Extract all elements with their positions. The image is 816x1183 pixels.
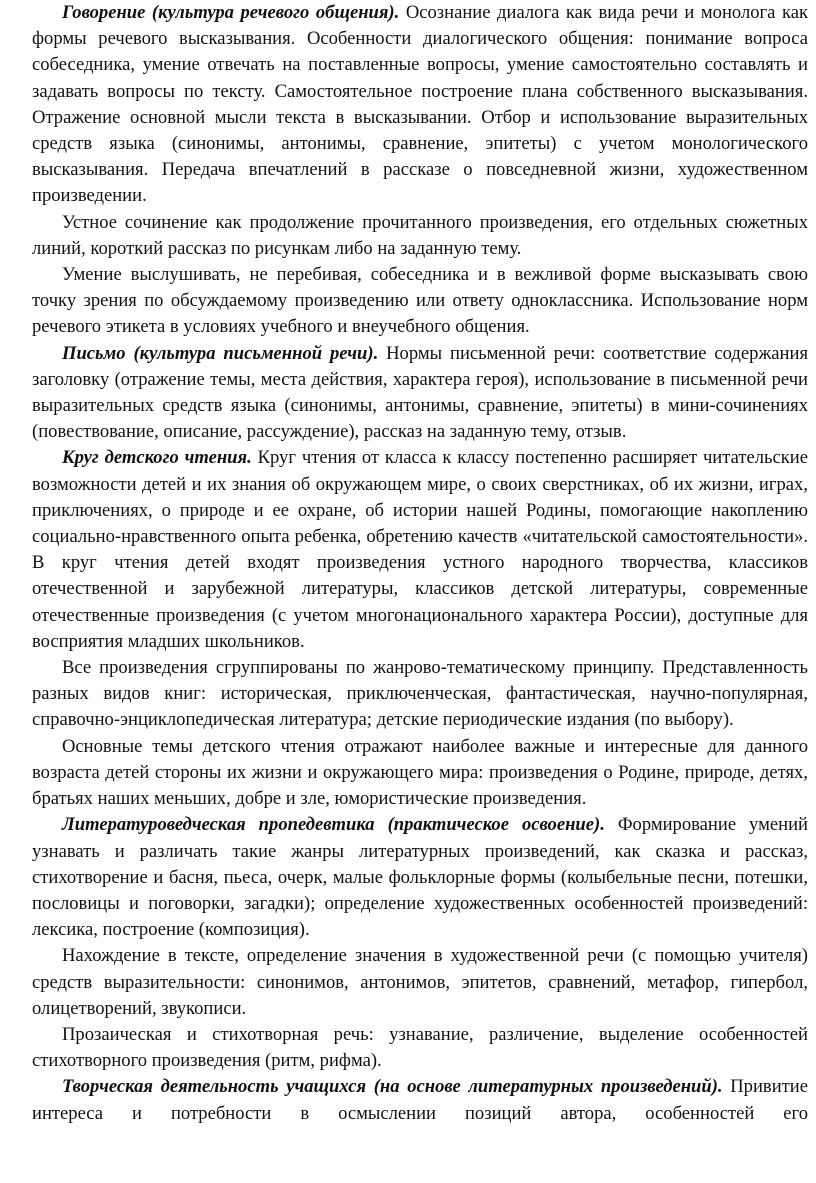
- paragraph-listening: [32, 262, 808, 341]
- paragraph-writing: [32, 341, 808, 446]
- paragraph-text: Круг чтения от класса к классу постепенно расширяет читательские возможности детей и их знания об окружающем мире, о своих сверстниках, об их жизни, играх, приключениях, о природе и ее охране, об истории нашей Родины, помогающие накоплению социально-нравственного опыта ребенка, обретению качеств «читательской самостоятельности». В круг чтения детей входят произведения устного народного творчества, классиков отечественной и зарубежной литературы, классиков детской литературы, современные отечественные произведения (с учетом многонационального характера России), доступные для восприятия младших школьников.: [32, 447, 809, 652]
- paragraph-text: Основные темы детского чтения отражают наиболее важные и интересные для данного возраста детей стороны их жизни и окружающего мира: произведения о Родине, природе, детях, братьях наших меньших, добре и зле, юмористические произведения.: [32, 735, 808, 810]
- section-heading-literary-propaedeutics: Литературоведческая пропедевтика (практическое освоение).: [62, 814, 605, 836]
- paragraph-expressive-means: [32, 943, 808, 1022]
- paragraph-reading-circle: [32, 445, 808, 655]
- paragraph-prose-poetry: [32, 1022, 808, 1074]
- section-heading-writing: Письмо (культура письменной речи).: [62, 342, 379, 364]
- section-heading-creative-activity: Творческая деятельность учащихся (на основе литературных произведений).: [62, 1076, 723, 1098]
- paragraph-genres: [32, 655, 808, 734]
- paragraph-text: Привитие интереса и потребности в осмыслении позиций автора, особенностей его: [32, 1076, 808, 1124]
- paragraph-text: Осознание диалога как вида речи и монолога как формы речевого высказывания. Особенности диалогического общения: понимание вопроса собеседника, умение отвечать на поставленные вопросы, умение самостоятельно составлять и задавать вопросы по тексту. Самостоятельное построение плана собственного высказывания. Отражение основной мысли текста в высказывании. Отбор и использование выразительных средств языка (синонимы, антонимы, сравнение, эпитеты) с учетом монологического высказывания. Передача впечатлений в рассказе о повседневной жизни, художественном произведении.: [32, 2, 808, 207]
- paragraph-oral-composition: [32, 210, 808, 262]
- paragraph-speaking: [32, 0, 808, 210]
- paragraph-creative-activity: [32, 1074, 808, 1126]
- section-heading-speaking: Говорение (культура речевого общения).: [62, 2, 400, 23]
- paragraph-text: Формирование умений узнавать и различать такие жанры литературных произведений, как сказка и рассказ, стихотворение и басня, пьеса, очерк, малые фольклорные формы (колыбельные песни, потешки, пословицы и поговорки, загадки); определение художественных особенностей произведений: лексика, построение (композиция).: [32, 814, 808, 941]
- paragraph-text: Нахождение в тексте, определение значения в художественной речи (с помощью учителя) средств выразительности: синонимов, антонимов, эпитетов, сравнений, метафор, гипербол, олицетворений, звукописи.: [32, 945, 808, 1019]
- paragraph-literary-propaedeutics: [32, 812, 808, 943]
- paragraph-text: Все произведения сгруппированы по жанрово-тематическому принципу. Представленность разных видов книг: историческая, приключенческая, фантастическая, научно-популярная, справочно-энциклопедическая литература; детские периодические издания (по выбору).: [32, 657, 808, 731]
- section-heading-reading-circle: Круг детского чтения.: [62, 447, 252, 469]
- paragraph-text: Умение выслушивать, не перебивая, собеседника и в вежливой форме высказывать свою точку зрения по обсуждаемому произведению или ответу одноклассника. Использование норм речевого этикета в условиях учебного и внеучебного общения.: [32, 264, 808, 338]
- paragraph-themes: [32, 734, 808, 813]
- paragraph-text: Прозаическая и стихотворная речь: узнавание, различение, выделение особенностей стихотворного произведения (ритм, рифма).: [32, 1023, 808, 1072]
- paragraph-text: Нормы письменной речи: соответствие содержания заголовку (отражение темы, места действия, характера героя), использование в письменной речи выразительных средств языка (синонимы, антонимы, сравнение, эпитеты) в мини-сочинениях (повествование, описание, рассуждение), рассказ на заданную тему, отзыв.: [32, 342, 808, 443]
- paragraph-text: Устное сочинение как продолжение прочитанного произведения, его отдельных сюжетных линий, короткий рассказ по рисункам либо на заданную тему.: [32, 211, 808, 259]
